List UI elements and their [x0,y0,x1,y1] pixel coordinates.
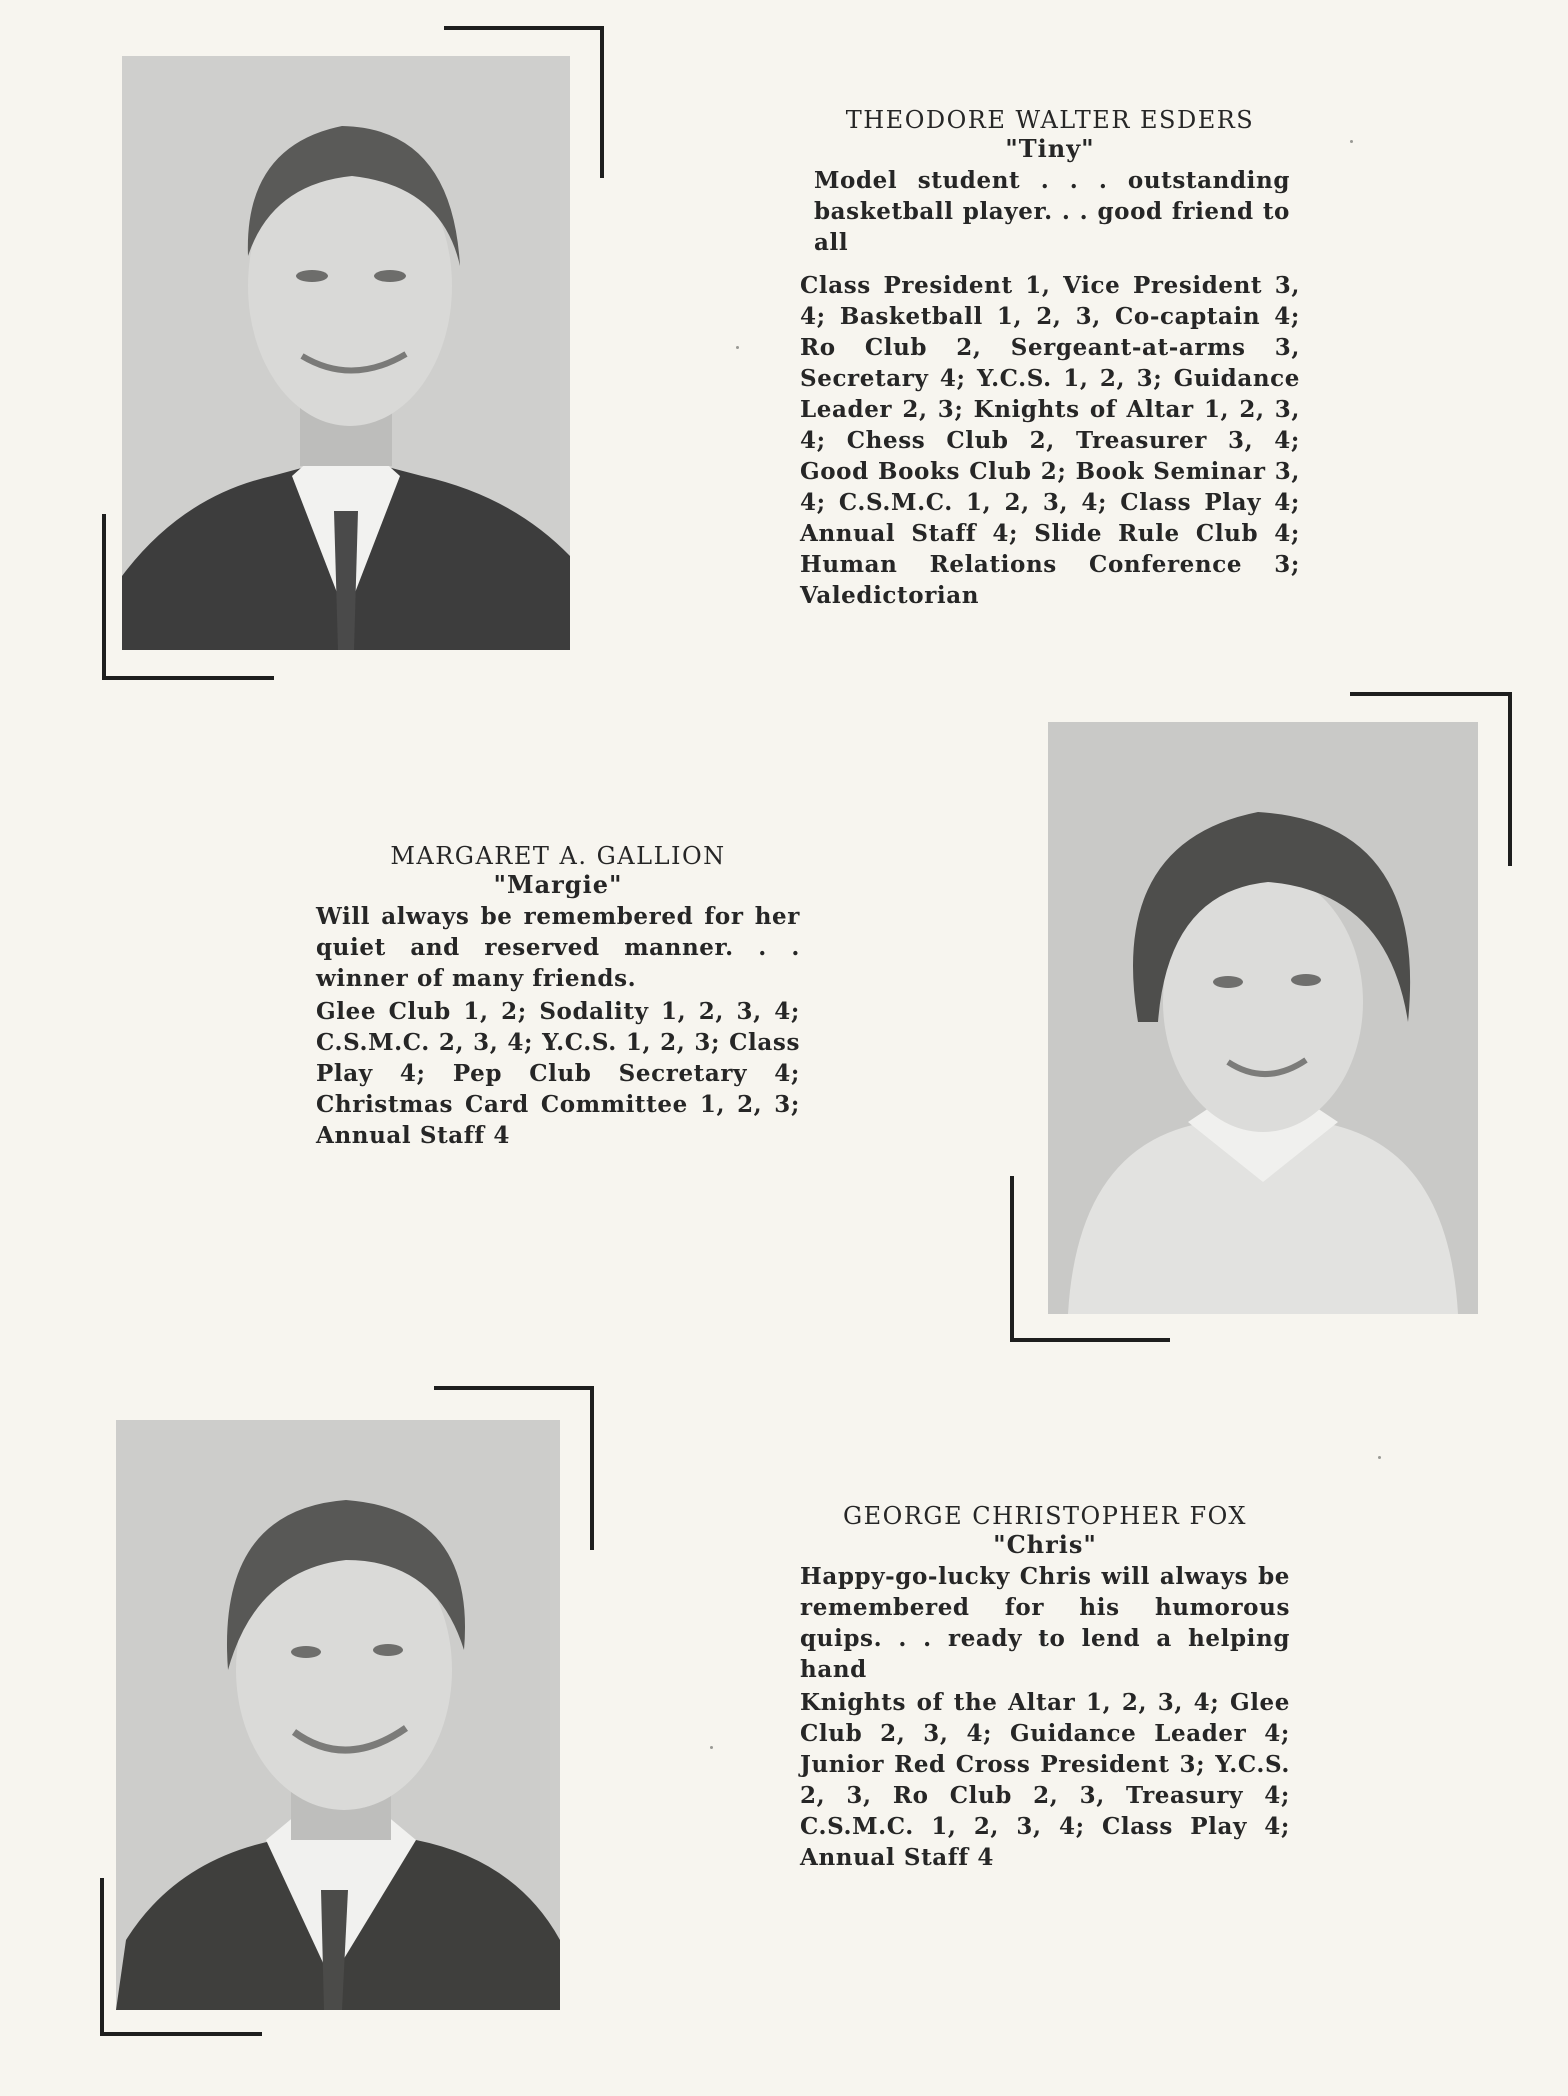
student-description: Will always be remembered for her quiet and reserved manner. . . winner of many friends. [316,903,800,992]
photo-corner-bottom-left [1010,1176,1170,1342]
student-name: GEORGE CHRISTOPHER FOX [842,1502,1247,1530]
student-activities: Glee Club 1, 2; Sodality 1, 2, 3, 4; C.S.M.C. 2, 3, 4; Y.C.S. 1, 2, 3; Class Play 4; Pep Club Secretary 4; Christmas Card Committee 1, 2, 3; Annual Staff 4 [316,998,800,1149]
paper-speck [736,346,739,349]
paper-speck [1350,140,1353,143]
student-nickname: "Margie" [493,870,623,899]
student-description: Model student . . . outstanding basketball player. . . good friend to all [814,167,1290,256]
paper-speck [710,1746,713,1749]
photo-corner-bottom-left [102,514,274,680]
student-nickname: "Chris" [993,1530,1097,1559]
student-entry-margaret [316,842,800,1151]
student-entry-theodore [800,106,1300,611]
student-description: Happy-go-lucky Chris will always be remembered for his humorous quips. . . ready to lend a helping hand [800,1563,1290,1683]
student-activities: Class President 1, Vice President 3, 4; Basketball 1, 2, 3, Co-captain 4; Ro Club 2, Sergeant-at-arms 3, Secretary 4; Y.C.S. 1, 2, 3; Guidance Leader 2, 3; Knights of Altar 1, 2, 3, 4; Chess Club 2, Treasurer 3, 4; Good Books Club 2; Book Seminar 3, 4; C.S.M.C. 1, 2, 3, 4; Class Play 4; Annual Staff 4; Slide Rule Club 4; Human Relations Conference 3; Valedictorian [800,272,1300,609]
student-name: MARGARET A. GALLION [390,842,726,870]
student-entry-george [800,1502,1290,1873]
student-nickname: "Tiny" [1005,134,1095,163]
student-name: THEODORE WALTER ESDERS [845,106,1255,134]
paper-speck [1378,1456,1381,1459]
student-activities: Knights of the Altar 1, 2, 3, 4; Glee Club 2, 3, 4; Guidance Leader 4; Junior Red Cross President 3; Y.C.S. 2, 3, Ro Club 2, 3, Treasury 4; C.S.M.C. 1, 2, 3, 4; Class Play 4; Annual Staff 4 [800,1689,1290,1871]
photo-corner-bottom-left [100,1878,262,2036]
